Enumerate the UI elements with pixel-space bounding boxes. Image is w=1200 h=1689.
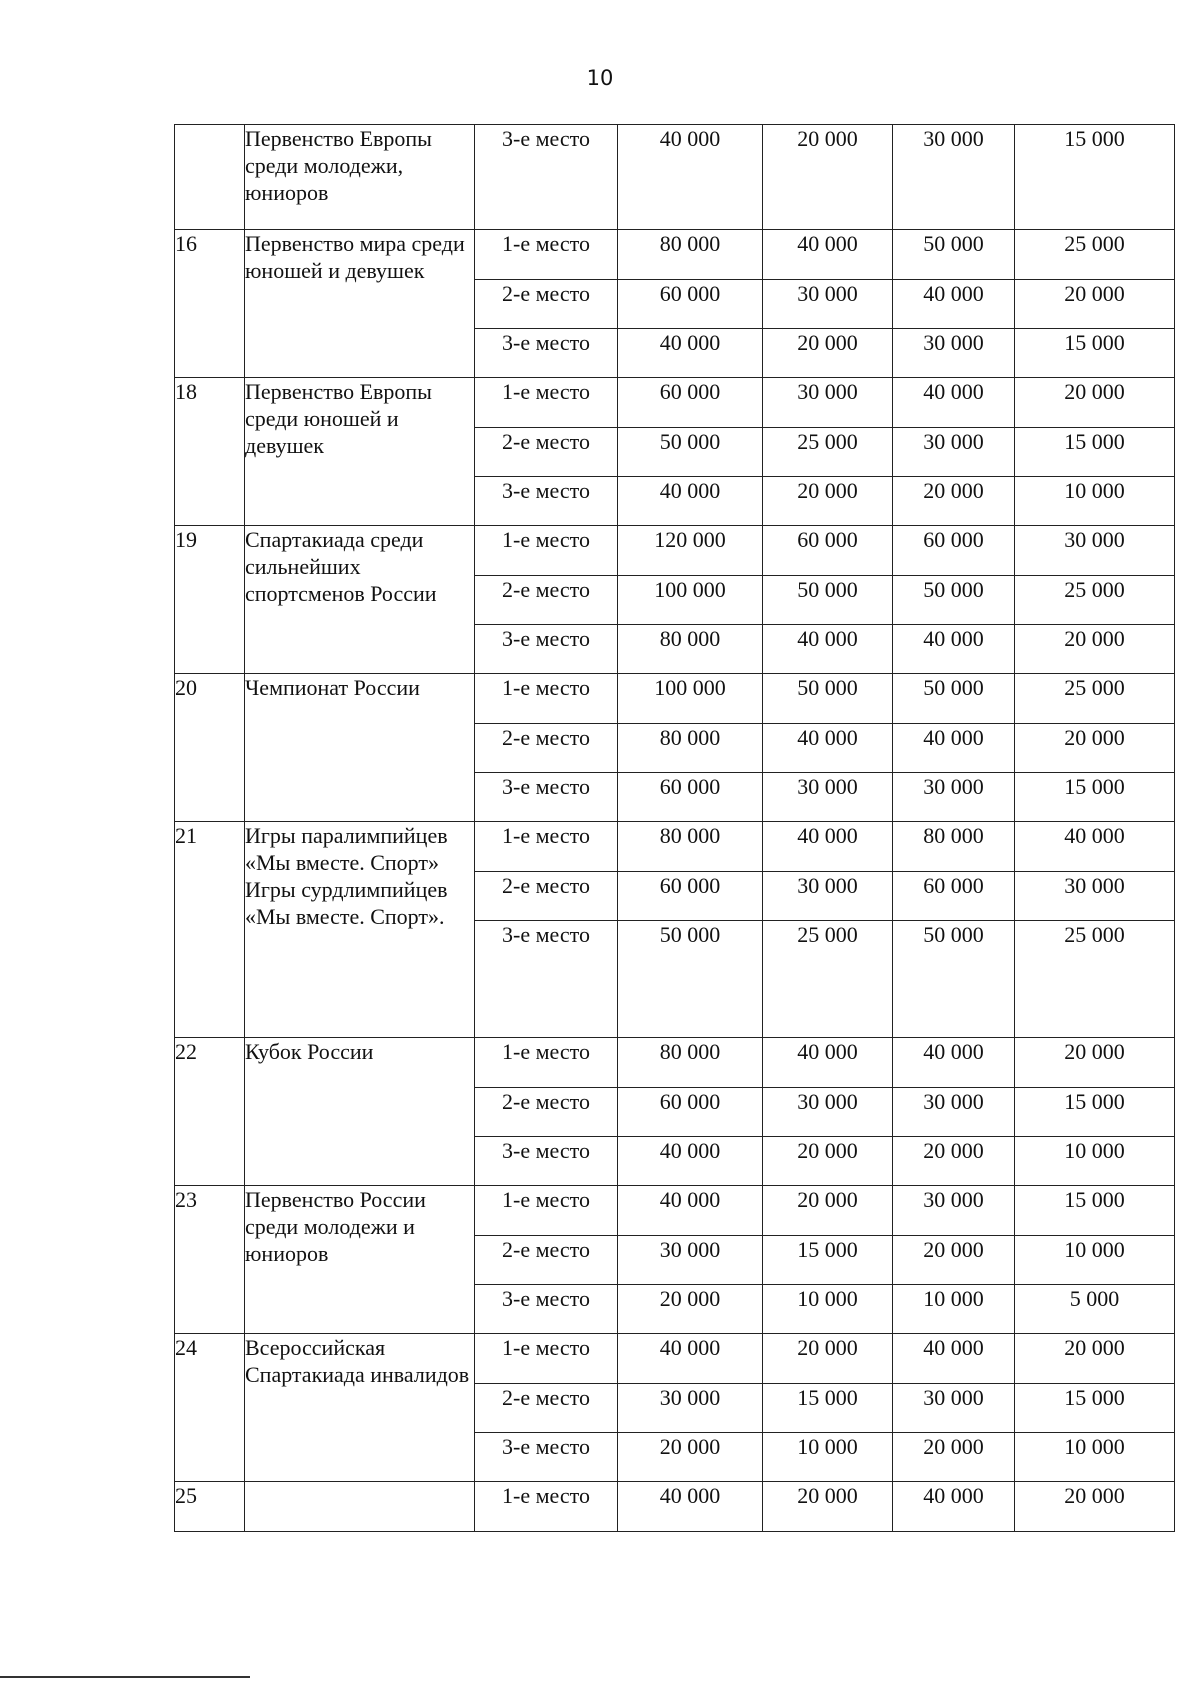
amount-cell: 20 000: [1015, 625, 1175, 674]
amount-cell: 10 000: [763, 1433, 893, 1482]
amount-cell: 20 000: [763, 329, 893, 378]
amount-cell: 40 000: [618, 1186, 763, 1236]
place-cell: 2-е место: [475, 1236, 618, 1285]
amount-cell: 60 000: [893, 872, 1015, 921]
amount-cell: 40 000: [618, 329, 763, 378]
amount-cell: 20 000: [1015, 1038, 1175, 1088]
place-cell: 2-е место: [475, 1088, 618, 1137]
amount-cell: 50 000: [893, 230, 1015, 280]
table-row: [175, 1038, 1175, 1088]
row-number: 21: [175, 822, 245, 1038]
amount-cell: 20 000: [1015, 378, 1175, 428]
place-cell: 1-е место: [475, 378, 618, 428]
amount-cell: 10 000: [763, 1285, 893, 1334]
table-row: [175, 1482, 1175, 1532]
amount-cell: 80 000: [893, 822, 1015, 872]
amount-cell: 15 000: [763, 1384, 893, 1433]
awards-table-body: [175, 125, 1175, 1532]
row-number: 22: [175, 1038, 245, 1186]
amount-cell: 50 000: [618, 921, 763, 1038]
place-cell: 1-е место: [475, 1334, 618, 1384]
amount-cell: 40 000: [893, 724, 1015, 773]
amount-cell: 80 000: [618, 230, 763, 280]
row-number: 18: [175, 378, 245, 526]
competition-name: Первенство Европы среди юношей и девушек: [245, 378, 475, 526]
amount-cell: 80 000: [618, 1038, 763, 1088]
place-cell: 3-е место: [475, 329, 618, 378]
amount-cell: 25 000: [763, 921, 893, 1038]
amount-cell: 40 000: [763, 625, 893, 674]
amount-cell: 20 000: [1015, 1334, 1175, 1384]
amount-cell: 30 000: [893, 1384, 1015, 1433]
place-cell: 2-е место: [475, 280, 618, 329]
amount-cell: 60 000: [618, 280, 763, 329]
amount-cell: 40 000: [893, 1038, 1015, 1088]
amount-cell: 40 000: [618, 1482, 763, 1532]
amount-cell: 80 000: [618, 822, 763, 872]
amount-cell: 25 000: [763, 428, 893, 477]
amount-cell: 30 000: [893, 1088, 1015, 1137]
place-cell: 1-е место: [475, 1038, 618, 1088]
amount-cell: 50 000: [763, 576, 893, 625]
amount-cell: 40 000: [618, 125, 763, 230]
place-cell: 2-е место: [475, 872, 618, 921]
amount-cell: 40 000: [893, 378, 1015, 428]
amount-cell: 80 000: [618, 625, 763, 674]
amount-cell: 30 000: [893, 428, 1015, 477]
place-cell: 1-е место: [475, 230, 618, 280]
amount-cell: 40 000: [1015, 822, 1175, 872]
amount-cell: 30 000: [763, 773, 893, 822]
awards-table: [174, 124, 1175, 1532]
amount-cell: 40 000: [893, 625, 1015, 674]
amount-cell: 20 000: [763, 125, 893, 230]
row-number: [175, 125, 245, 230]
amount-cell: 40 000: [893, 1334, 1015, 1384]
amount-cell: 30 000: [763, 378, 893, 428]
amount-cell: 30 000: [893, 773, 1015, 822]
amount-cell: 60 000: [618, 773, 763, 822]
amount-cell: 20 000: [893, 1433, 1015, 1482]
place-cell: 3-е место: [475, 125, 618, 230]
competition-name: [245, 1482, 475, 1532]
amount-cell: 30 000: [763, 872, 893, 921]
place-cell: 2-е место: [475, 724, 618, 773]
amount-cell: 15 000: [1015, 428, 1175, 477]
amount-cell: 30 000: [1015, 872, 1175, 921]
amount-cell: 30 000: [618, 1384, 763, 1433]
amount-cell: 80 000: [618, 724, 763, 773]
amount-cell: 40 000: [618, 477, 763, 526]
amount-cell: 20 000: [1015, 280, 1175, 329]
amount-cell: 10 000: [1015, 1433, 1175, 1482]
row-number: 19: [175, 526, 245, 674]
place-cell: 1-е место: [475, 822, 618, 872]
place-cell: 1-е место: [475, 526, 618, 576]
amount-cell: 30 000: [893, 1186, 1015, 1236]
table-row: [175, 526, 1175, 576]
amount-cell: 40 000: [763, 822, 893, 872]
amount-cell: 15 000: [1015, 125, 1175, 230]
amount-cell: 20 000: [763, 1137, 893, 1186]
table-row: [175, 1186, 1175, 1236]
table-row: [175, 378, 1175, 428]
amount-cell: 25 000: [1015, 674, 1175, 724]
amount-cell: 120 000: [618, 526, 763, 576]
amount-cell: 40 000: [618, 1334, 763, 1384]
place-cell: 3-е место: [475, 773, 618, 822]
place-cell: 1-е место: [475, 674, 618, 724]
amount-cell: 30 000: [763, 1088, 893, 1137]
place-cell: 1-е место: [475, 1482, 618, 1532]
amount-cell: 20 000: [618, 1285, 763, 1334]
table-row: [175, 822, 1175, 872]
competition-name: Чемпионат России: [245, 674, 475, 822]
competition-name: Игры паралимпийцев «Мы вместе. Спорт» Игры сурдлимпийцев «Мы вместе. Спорт».: [245, 822, 475, 1038]
amount-cell: 25 000: [1015, 230, 1175, 280]
place-cell: 3-е место: [475, 921, 618, 1038]
competition-name: Первенство Европы среди молодежи, юниоров: [245, 125, 475, 230]
amount-cell: 40 000: [763, 230, 893, 280]
table-row: [175, 230, 1175, 280]
amount-cell: 40 000: [893, 280, 1015, 329]
amount-cell: 30 000: [763, 280, 893, 329]
place-cell: 3-е место: [475, 1137, 618, 1186]
row-number: 23: [175, 1186, 245, 1334]
competition-name: Кубок России: [245, 1038, 475, 1186]
amount-cell: 20 000: [1015, 724, 1175, 773]
amount-cell: 60 000: [763, 526, 893, 576]
amount-cell: 30 000: [893, 329, 1015, 378]
competition-name: Спартакиада среди сильнейших спортсменов России: [245, 526, 475, 674]
amount-cell: 15 000: [1015, 773, 1175, 822]
table-row: [175, 1334, 1175, 1384]
amount-cell: 60 000: [618, 872, 763, 921]
amount-cell: 20 000: [763, 1334, 893, 1384]
amount-cell: 60 000: [618, 378, 763, 428]
amount-cell: 15 000: [763, 1236, 893, 1285]
amount-cell: 20 000: [618, 1433, 763, 1482]
amount-cell: 10 000: [1015, 477, 1175, 526]
amount-cell: 50 000: [893, 921, 1015, 1038]
amount-cell: 20 000: [893, 477, 1015, 526]
amount-cell: 15 000: [1015, 1088, 1175, 1137]
amount-cell: 5 000: [1015, 1285, 1175, 1334]
amount-cell: 100 000: [618, 576, 763, 625]
amount-cell: 40 000: [618, 1137, 763, 1186]
amount-cell: 50 000: [763, 674, 893, 724]
amount-cell: 10 000: [893, 1285, 1015, 1334]
amount-cell: 10 000: [1015, 1236, 1175, 1285]
amount-cell: 50 000: [618, 428, 763, 477]
table-row: [175, 125, 1175, 230]
table-row: [175, 674, 1175, 724]
amount-cell: 30 000: [1015, 526, 1175, 576]
amount-cell: 60 000: [893, 526, 1015, 576]
amount-cell: 10 000: [1015, 1137, 1175, 1186]
amount-cell: 40 000: [763, 1038, 893, 1088]
amount-cell: 40 000: [763, 724, 893, 773]
amount-cell: 100 000: [618, 674, 763, 724]
place-cell: 2-е место: [475, 428, 618, 477]
row-number: 25: [175, 1482, 245, 1532]
amount-cell: 25 000: [1015, 576, 1175, 625]
place-cell: 3-е место: [475, 1433, 618, 1482]
amount-cell: 20 000: [763, 477, 893, 526]
bottom-rule: [0, 1676, 250, 1678]
amount-cell: 30 000: [893, 125, 1015, 230]
competition-name: Всероссийская Спартакиада инвалидов: [245, 1334, 475, 1482]
amount-cell: 50 000: [893, 674, 1015, 724]
amount-cell: 30 000: [618, 1236, 763, 1285]
place-cell: 3-е место: [475, 625, 618, 674]
amount-cell: 20 000: [1015, 1482, 1175, 1532]
row-number: 24: [175, 1334, 245, 1482]
row-number: 16: [175, 230, 245, 378]
place-cell: 2-е место: [475, 576, 618, 625]
place-cell: 3-е место: [475, 1285, 618, 1334]
amount-cell: 20 000: [763, 1186, 893, 1236]
amount-cell: 50 000: [893, 576, 1015, 625]
amount-cell: 40 000: [893, 1482, 1015, 1532]
competition-name: Первенство мира среди юношей и девушек: [245, 230, 475, 378]
page-number: 10: [586, 66, 614, 90]
place-cell: 2-е место: [475, 1384, 618, 1433]
place-cell: 3-е место: [475, 477, 618, 526]
competition-name: Первенство России среди молодежи и юниоров: [245, 1186, 475, 1334]
amount-cell: 60 000: [618, 1088, 763, 1137]
amount-cell: 20 000: [893, 1137, 1015, 1186]
amount-cell: 15 000: [1015, 1186, 1175, 1236]
amount-cell: 15 000: [1015, 329, 1175, 378]
amount-cell: 20 000: [893, 1236, 1015, 1285]
amount-cell: 15 000: [1015, 1384, 1175, 1433]
place-cell: 1-е место: [475, 1186, 618, 1236]
amount-cell: 20 000: [763, 1482, 893, 1532]
row-number: 20: [175, 674, 245, 822]
amount-cell: 25 000: [1015, 921, 1175, 1038]
